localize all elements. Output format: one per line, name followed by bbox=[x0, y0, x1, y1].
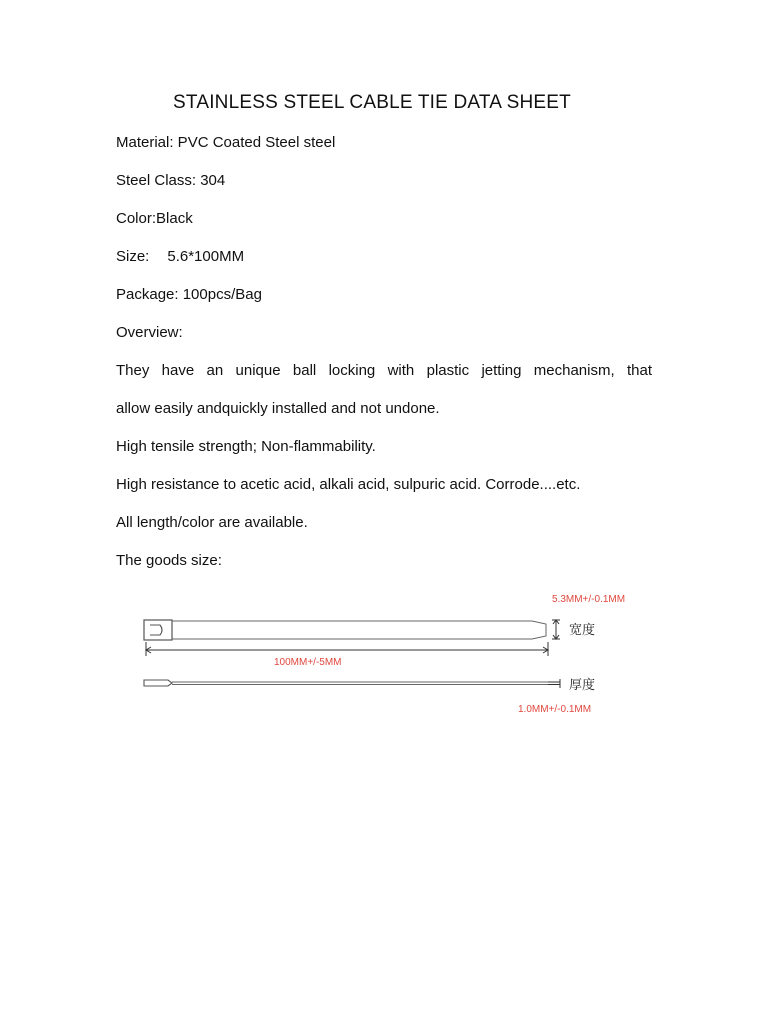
page-title: STAINLESS STEEL CABLE TIE DATA SHEET bbox=[173, 92, 571, 113]
thickness-label-cn: 厚度 bbox=[569, 678, 596, 693]
color-line: Color:Black bbox=[116, 210, 193, 227]
tie-tip bbox=[532, 621, 546, 639]
overview-heading: Overview: bbox=[116, 324, 183, 341]
overview-paragraph-line-2: allow easily andquickly installed and not undone. bbox=[116, 400, 440, 417]
length-tolerance-label: 100MM+/-5MM bbox=[274, 657, 342, 668]
feature-resistance-line: High resistance to acetic acid, alkali acid, sulpuric acid. Corrode....etc. bbox=[116, 476, 581, 493]
size-label: Size: bbox=[116, 248, 150, 265]
width-label-cn: 宽度 bbox=[569, 623, 596, 638]
cable-tie-dimension-diagram bbox=[128, 582, 658, 718]
material-line: Material: PVC Coated Steel steel bbox=[116, 134, 336, 151]
size-line bbox=[116, 248, 244, 265]
thickness-tolerance-label: 1.0MM+/-0.1MM bbox=[518, 704, 592, 715]
steel-class-line: Steel Class: 304 bbox=[116, 172, 226, 189]
overview-paragraph-line-1: They have an unique ball locking with plastic jetting mechanism, that bbox=[116, 362, 652, 379]
size-value: 5.6*100MM bbox=[167, 248, 245, 265]
cable-tie-drawing bbox=[128, 582, 658, 718]
tie-head bbox=[144, 620, 172, 640]
package-line: Package: 100pcs/Bag bbox=[116, 286, 262, 303]
cable-tie-top-view bbox=[144, 620, 560, 640]
feature-strength-line: High tensile strength; Non-flammability. bbox=[116, 438, 376, 455]
cable-tie-side-view bbox=[144, 679, 560, 688]
width-tolerance-label: 5.3MM+/-0.1MM bbox=[552, 594, 626, 605]
goods-size-line: The goods size: bbox=[116, 552, 222, 569]
length-dimension bbox=[146, 642, 548, 656]
availability-line: All length/color are available. bbox=[116, 514, 308, 531]
tie-head-side bbox=[144, 680, 172, 686]
